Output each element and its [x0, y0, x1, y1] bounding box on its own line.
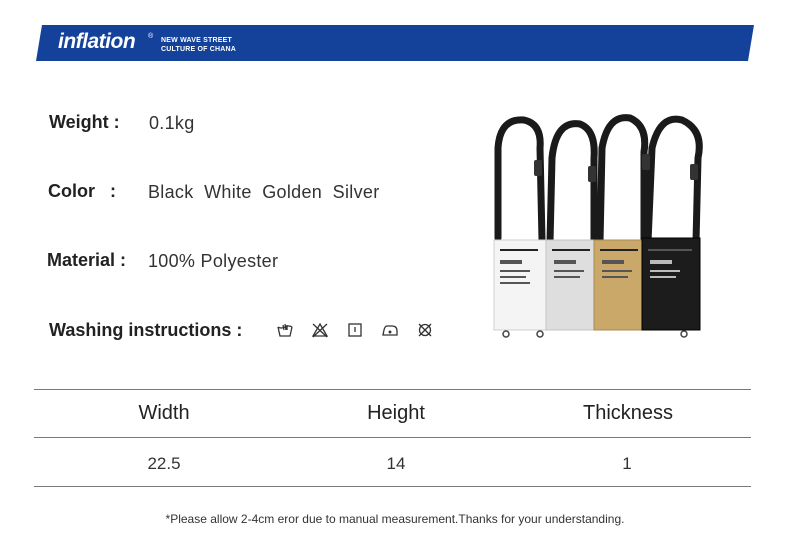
- do-not-bleach-icon: [311, 321, 329, 339]
- table-header-thickness: Thickness: [582, 402, 674, 424]
- weight-label: Weight :: [49, 112, 120, 132]
- color-label: Color :: [48, 181, 116, 201]
- weight-value: 0.1kg: [149, 113, 195, 133]
- table-cell-thickness: 1: [622, 454, 632, 473]
- tagline-line-2: CULTURE OF CHANA: [161, 46, 237, 53]
- registered-mark: ®: [148, 33, 154, 40]
- table-middle-rule: [34, 437, 751, 438]
- table-bottom-rule: [34, 486, 751, 487]
- washing-icons: [276, 321, 434, 339]
- material-value: 100% Polyester: [148, 251, 279, 271]
- do-not-dry-clean-icon: [416, 321, 434, 339]
- measurement-note: *Please allow 2-4cm eror due to manual measurement.Thanks for your understanding.: [165, 512, 625, 526]
- iron-icon: [381, 321, 399, 339]
- tagline-line-1: NEW WAVE STREET: [161, 37, 232, 44]
- table-cell-width: 22.5: [147, 454, 181, 473]
- hand-wash-icon: [276, 321, 294, 339]
- material-label: Material :: [47, 250, 127, 270]
- brand-banner: [36, 25, 754, 61]
- table-header-width: Width: [138, 402, 190, 424]
- table-header-height: Height: [367, 402, 425, 424]
- color-value: Black White Golden Silver: [148, 182, 380, 202]
- washing-label: Washing instructions :: [49, 320, 243, 340]
- tumble-dry-icon: [346, 321, 364, 339]
- table-top-rule: [34, 389, 751, 390]
- table-cell-height: 14: [386, 454, 406, 473]
- brand-tagline: [161, 36, 236, 54]
- product-photo: [484, 108, 726, 344]
- brand-logo: inflation: [58, 30, 136, 53]
